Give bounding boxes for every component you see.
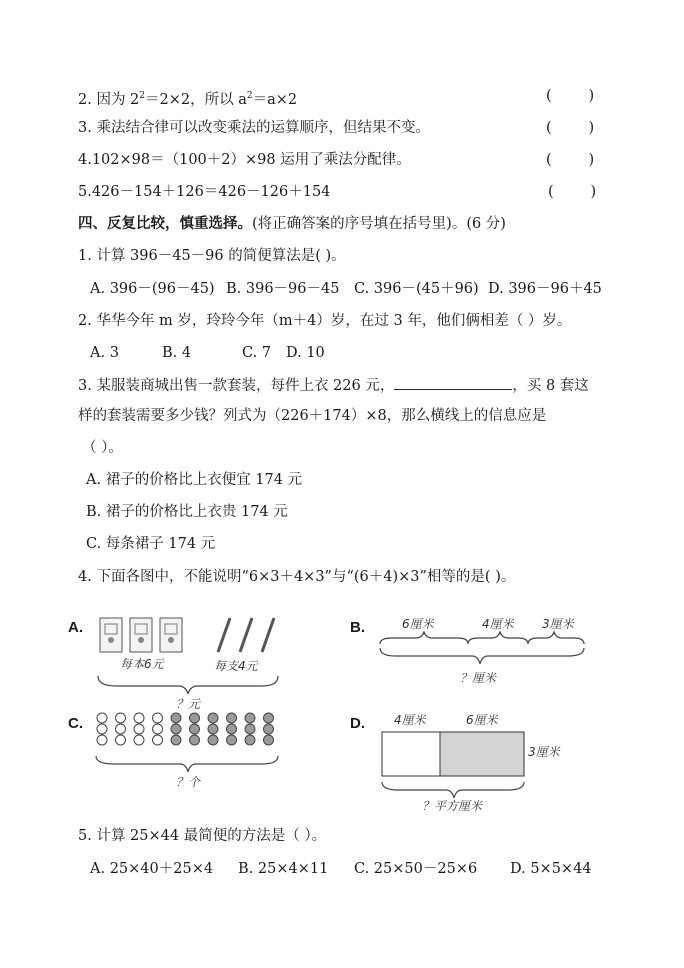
question-3-stem-line3: （ ）。 bbox=[82, 440, 123, 456]
white-circle bbox=[153, 735, 163, 745]
figure-c-label[interactable]: C. bbox=[68, 715, 83, 732]
white-circle bbox=[97, 735, 107, 745]
height-label: 3厘米 bbox=[528, 745, 560, 759]
figure-b bbox=[378, 612, 588, 692]
answer-paren[interactable]: ( ) bbox=[546, 120, 595, 136]
white-circle bbox=[97, 713, 107, 723]
figure-d-label[interactable]: D. bbox=[350, 715, 365, 732]
q5-option-a[interactable]: A. 25×40＋25×4 bbox=[90, 861, 214, 877]
gray-circle bbox=[245, 713, 255, 723]
white-circle bbox=[134, 735, 144, 745]
q1-option-c[interactable]: C. 396－(45＋96) bbox=[354, 281, 479, 297]
white-circle bbox=[153, 724, 163, 734]
pen-price-label: 每支4元 bbox=[214, 659, 258, 673]
segment-label: 6厘米 bbox=[402, 617, 434, 631]
figure-a-label[interactable]: A. bbox=[68, 619, 83, 636]
answer-paren[interactable]: ( ) bbox=[546, 88, 595, 104]
brace bbox=[380, 648, 584, 664]
figure-d bbox=[378, 708, 618, 818]
section-heading bbox=[78, 214, 506, 234]
total-label: ？元 bbox=[176, 697, 201, 711]
section-note: (将正确答案的序号填在括号里)。(6 分) bbox=[252, 216, 506, 232]
gray-circle bbox=[190, 713, 200, 723]
judge-item-3: 3. 乘法结合律可以改变乘法的运算顺序，但结果不变。 bbox=[78, 120, 430, 136]
white-circle bbox=[116, 713, 126, 723]
gray-circle bbox=[208, 724, 218, 734]
rectangle-white bbox=[382, 732, 440, 776]
gray-circle bbox=[245, 724, 255, 734]
question-1-stem: 1. 计算 396－45－96 的简便算法是( )。 bbox=[78, 248, 346, 264]
judge-item-5: 5.426－154＋126＝426－126＋154 bbox=[78, 184, 331, 200]
brace bbox=[382, 782, 524, 798]
pen-icon bbox=[218, 618, 230, 652]
q2-option-a[interactable]: A. 3 bbox=[90, 345, 119, 361]
brace bbox=[98, 676, 278, 694]
gray-circle bbox=[245, 735, 255, 745]
gray-circle bbox=[264, 724, 274, 734]
figure-a bbox=[96, 612, 286, 712]
width-label: 6厘米 bbox=[466, 713, 498, 727]
brace bbox=[96, 756, 278, 772]
gray-circle bbox=[171, 735, 181, 745]
gray-circle bbox=[227, 735, 237, 745]
white-circle bbox=[134, 724, 144, 734]
answer-paren[interactable]: ( ) bbox=[546, 152, 595, 168]
white-circle bbox=[153, 713, 163, 723]
q3-option-b[interactable]: B. 裙子的价格比上衣贵 174 元 bbox=[86, 504, 288, 520]
q3-option-c[interactable]: C. 每条裙子 174 元 bbox=[86, 536, 216, 552]
q2-option-b[interactable]: B. 4 bbox=[162, 345, 192, 361]
gray-circle bbox=[171, 724, 181, 734]
gray-circle bbox=[227, 724, 237, 734]
segment-label: 3厘米 bbox=[542, 617, 574, 631]
gray-circle bbox=[190, 735, 200, 745]
gray-circle bbox=[190, 724, 200, 734]
pen-icon bbox=[240, 618, 252, 652]
total-label: ？个 bbox=[176, 775, 201, 789]
segment-label: 4厘米 bbox=[482, 617, 514, 631]
question-3-stem-line1: 3. 某服装商城出售一款套装，每件上衣 226 元， ，买 8 套这 bbox=[78, 375, 589, 396]
notebook-icon bbox=[100, 618, 122, 652]
q2-option-d[interactable]: D. 10 bbox=[286, 345, 325, 361]
judge-item-4: 4.102×98＝（100＋2）×98 运用了乘法分配律。 bbox=[78, 152, 411, 168]
q1-option-b[interactable]: B. 396－96－45 bbox=[226, 281, 340, 297]
q2-option-c[interactable]: C. 7 bbox=[242, 345, 272, 361]
brace bbox=[468, 632, 528, 644]
gray-circle bbox=[227, 713, 237, 723]
width-label: 4厘米 bbox=[394, 713, 426, 727]
q5-option-c[interactable]: C. 25×50－25×6 bbox=[354, 861, 478, 877]
gray-circle bbox=[264, 735, 274, 745]
white-circle bbox=[116, 724, 126, 734]
q3-option-a[interactable]: A. 裙子的价格比上衣便宜 174 元 bbox=[86, 472, 303, 488]
question-3-stem-line2: 样的套装需要多少钱？列式为（226＋174）×8，那么横线上的信息应是 bbox=[78, 408, 547, 424]
gray-circle bbox=[171, 713, 181, 723]
q5-option-b[interactable]: B. 25×4×11 bbox=[238, 861, 329, 877]
question-4-stem: 4. 下面各图中，不能说明“6×3＋4×3”与“(6＋4)×3”相等的是( )。 bbox=[78, 569, 516, 585]
figure-c bbox=[94, 710, 284, 790]
q5-option-d[interactable]: D. 5×5×44 bbox=[510, 861, 592, 877]
q1-option-d[interactable]: D. 396－96＋45 bbox=[488, 281, 602, 297]
total-label: ？厘米 bbox=[460, 671, 497, 685]
white-circle bbox=[97, 724, 107, 734]
total-label: ？平方厘米 bbox=[422, 799, 483, 813]
notebook-icon bbox=[160, 618, 182, 652]
gray-circle bbox=[208, 713, 218, 723]
brace bbox=[528, 632, 584, 644]
question-2-stem: 2. 华华今年 m 岁，玲玲今年（m＋4）岁，在过 3 年，他们俩相差（ ）岁。 bbox=[78, 313, 572, 329]
notebook-icon bbox=[130, 618, 152, 652]
question-5-stem: 5. 计算 25×44 最简便的方法是（ ）。 bbox=[78, 828, 327, 844]
white-circle bbox=[116, 735, 126, 745]
brace bbox=[380, 632, 468, 644]
gray-circle bbox=[264, 713, 274, 723]
rectangle-gray bbox=[440, 732, 524, 776]
section-title: 四、反复比较，慎重选择。 bbox=[78, 215, 252, 232]
answer-paren[interactable]: ( ) bbox=[548, 184, 597, 200]
gray-circle bbox=[208, 735, 218, 745]
judge-item-2: 2. 因为 $2^2=2\times 2$，所以 $a^2=a\times 2$ bbox=[78, 91, 298, 108]
white-circle bbox=[134, 713, 144, 723]
q1-option-a[interactable]: A. 396－(96－45) bbox=[90, 281, 215, 297]
figure-b-label[interactable]: B. bbox=[350, 619, 365, 636]
pen-icon bbox=[262, 618, 274, 652]
book-price-label: 每本6元 bbox=[120, 657, 164, 671]
answer-blank[interactable] bbox=[394, 375, 512, 390]
